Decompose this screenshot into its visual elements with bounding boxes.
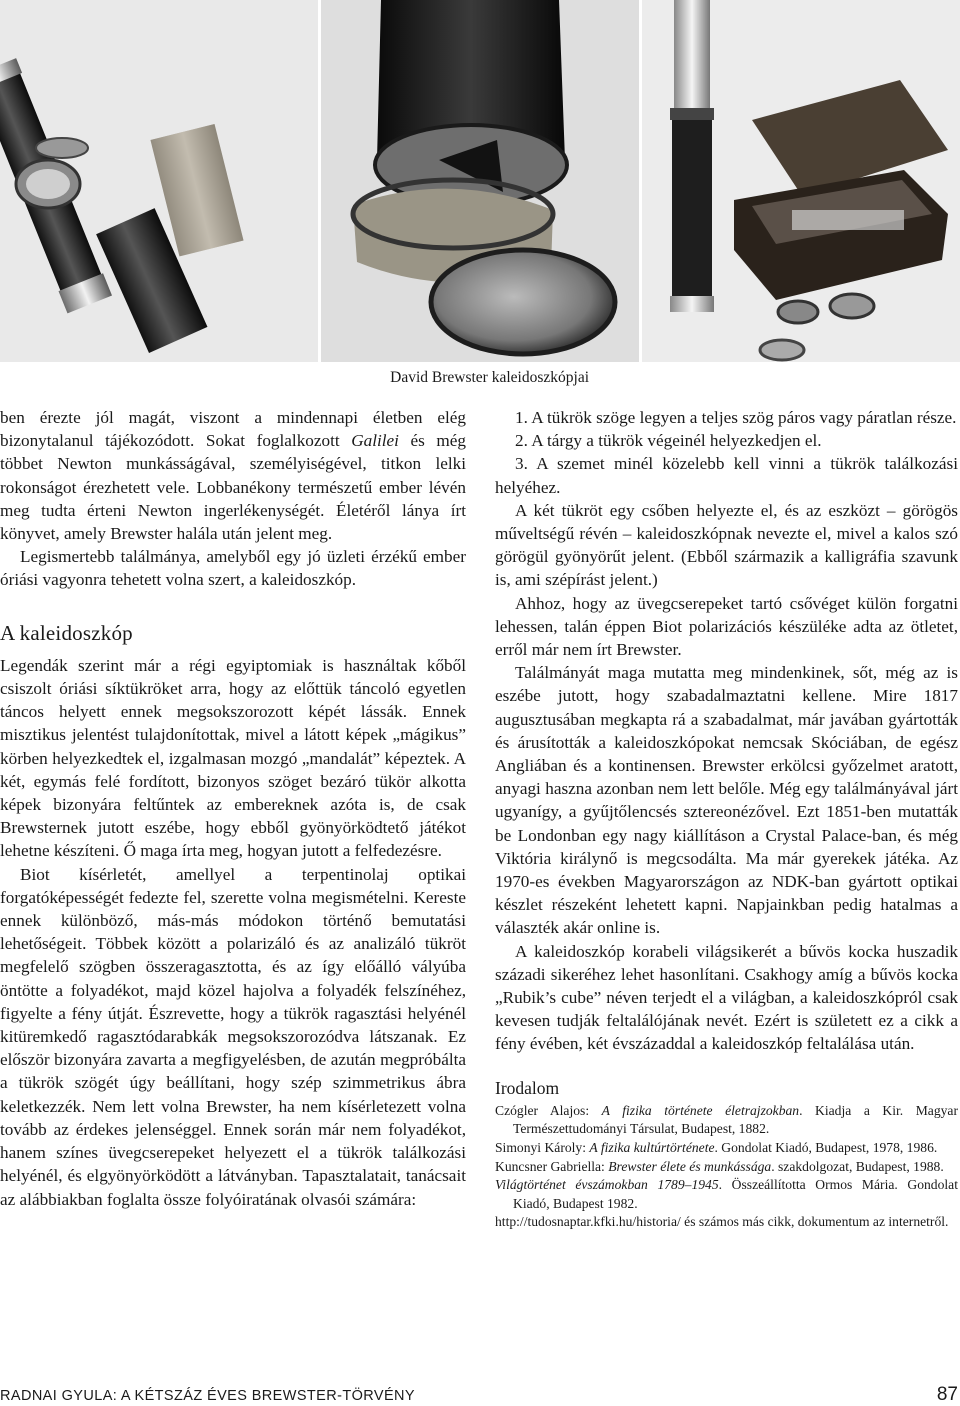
ref-author: Czógler Alajos: <box>495 1102 602 1118</box>
paragraph: Biot kísérletét, amellyel a terpentinolaj optikai forgatóképességét fedezte fel, szerette volna megismételni. Kereste ennek különböző, más-más módokon történő bemutatási lehetőségeit. Többek között a polarizáló és az analizáló tükröt megfelelő szögben összeragasztotta, és az így előálló vályúba öntötte a folyadékot, majd közel hajolva a folyadék felszínéhez, figyelte a fény útját. Észrevette, hogy a tükrök ragasztási helyénél kitüremkedő ragasztódarabkák megsokszorozódva látszanak. Ez először bizonyára zavarta a megfigyelésben, de azután megpróbálta a tükrök szögét úgy beállítani, hogy szép szimmetrikus ábra keletkezzék. Nem lett volna Brewster, ha nem kísérletezett volna tovább az érdekes jelenséggel. Ennek során már nem folyadékot, hanem színes üvegcserepeket helyezett el a tükrök találkozási helyénél, és elgyönyörködött a látványban. Tapasztalatait, tanácsait az alábbiakban foglalta össze folyóiratának olvasói számára: <box>0 864 466 1209</box>
page-footer <box>0 1385 960 1405</box>
section-heading: A kaleidoszkóp <box>0 620 133 645</box>
running-title: RADNAI GYULA: A KÉTSZÁZ ÉVES BREWSTER-TÖRVÉNY <box>0 1388 415 1404</box>
reference-item <box>495 1139 958 1158</box>
photo-kaleidoscope-detail <box>321 0 639 362</box>
references-heading: Irodalom <box>495 1077 560 1098</box>
ref-author: Kuncsner Gabriella: <box>495 1158 609 1174</box>
ref-rest: . Gondolat Kiadó, Budapest, 1978, 1986. <box>714 1140 938 1156</box>
rule-item: 3. A szemet minél közelebb kell vinni a tükrök találkozási helyéhez. <box>495 454 958 497</box>
ref-author: Simonyi Károly: <box>495 1140 590 1156</box>
photo-disassembled-kaleidoscope <box>0 0 318 362</box>
rule-item: 1. A tükrök szöge legyen a teljes szög páros vagy páratlan része. <box>515 408 957 427</box>
ref-rest: . Kiadja a Kir. Magyar Természettudományi Társulat, Budapest, 1882. <box>513 1102 958 1137</box>
ref-title: Brewster élete és munkássága <box>608 1158 772 1174</box>
rule-item: 2. A tárgy a tükrök végeinél helyezkedjen el. <box>515 431 822 451</box>
paragraph: Legendák szerint már a régi egyiptomiak is használtak kőből csiszolt óriási síktükröket arra, hogy az előttük táncoló egyetlen táncos helyett ennek megsokszorozott képét lássák. Ennek misztikus jelentést tulajdonítottak, mivel a látott képek „mágikus” körben helyezkedtek el, izgalmasan mozgó „mandalát” képeztek. A két, egymás felé fordított, bizonyos szöget bezáró tükör alkotta képek bizonyára feltűntek az embereknek azóta is, de csak Brewsternek jutott eszébe, hogy ebből gyönyörködtető játékot lehetne készíteni. Ő maga írta meg, hogyan jutott a felfedezésre. <box>0 655 466 861</box>
italic-run: Galilei <box>351 431 399 451</box>
paragraph: Találmányát maga mutatta meg mindenkinek, sőt, még az is eszébe jutott, hogy szabadalmaztatni kellene. Mire 1817 augusztusában megkapta rá a szabadalmat, már javában gyártották és árusították a kaleidoszkópokat nemcsak Skóciában, de egész Angliában és a kontinensen. Brewster erkölcsi győzelmet aratott, anyagi haszna azonban nem lett belőle. Még egy találmányával járt ugyanígy, a gyűjtőlencsés sztereonézővel. Ezt 1851-ben mutatták be Londonban egy nagy kiállításon a Crystal Palace-ban, és még Viktória királynő is megcsodálta. Ma már gyerekek játéka. Az 1970-es években Magyarországon az NDK-ban gyártott optikai készlet részeként lehetett kapni. Napjainkban pedig hatalmas a választék akár online is. <box>495 663 958 938</box>
paragraph: A két tükröt egy csőben helyezte el, és az eszközt – görögös műveltségű révén – kaleidoszkópnak nevezte el, mivel a kalos szó görögül gyönyörűt jelent. (Ebből származik a kalligráfia szavunk is, ami szépírást jelent.) <box>495 500 958 590</box>
references-list <box>495 1102 958 1232</box>
photo-kaleidoscope-case <box>642 0 960 362</box>
left-column <box>0 406 466 1211</box>
ref-author: http://tudosnaptar.kfki.hu/historia/ és számos más cikk, dokumentum az internetről. <box>495 1214 949 1230</box>
photo-strip <box>0 0 960 362</box>
page-number: 87 <box>936 1384 958 1405</box>
figure-caption: David Brewster kaleidoszkópjai <box>390 369 589 386</box>
ref-title: A fizika története életrajzokban <box>601 1102 800 1118</box>
ref-title: A fizika kultúrtörténete <box>589 1140 715 1156</box>
reference-item <box>495 1158 958 1177</box>
ref-rest: . Összeállította Ormos Mária. Gondolat Kiadó, Budapest 1982. <box>513 1177 958 1211</box>
text-run: ben érezte jól magát, viszont a mindennapi életben elég bizonytalanul tájékozódott. Sokat foglalkozott <box>0 408 466 451</box>
reference-item <box>495 1176 958 1213</box>
reference-item <box>495 1102 958 1139</box>
paragraph: Legismertebb találmánya, amelyből egy jó üzleti érzékű ember óriási vagyonra tehetett volna szert, a kaleidoszkóp. <box>0 547 466 590</box>
paragraph: A kaleidoszkóp korabeli világsikerét a bűvös kocka huszadik századi sikeréhez lehet hasonlítani. Csakhogy amíg a bűvös kocka „Rubik’s cube” néven terjedt el a világban, a kaleidoszkópról csak kevesen tudják feltalálójának nevét. Ezért is született ez a cikk a fény évében, két évszázaddal a kaleidoszkóp feltalálása után. <box>495 941 958 1054</box>
right-column <box>495 406 958 1232</box>
text-run: és még többet Newton munkásságával, személyiségével, titkon lelki rokonságot érezhetett vele. Lobbanékony természetű ember lévén meg tudta érteni Newton ingerlékenységét. Életéről lánya írt könyvet, amely Brewster halála után jelent meg. <box>0 431 466 544</box>
reference-item <box>495 1213 958 1232</box>
ref-rest: . szakdolgozat, Budapest, 1988. <box>771 1158 944 1174</box>
ref-title: Világtörténet évszámokban 1789–1945 <box>495 1177 719 1193</box>
paragraph: Ahhoz, hogy az üvegcserepeket tartó csővéget külön forgatni lehessen, talán éppen Biot polarizációs készüléke adta az ötletet, erről már nem írt Brewster. <box>495 593 958 660</box>
paragraph <box>0 406 466 545</box>
